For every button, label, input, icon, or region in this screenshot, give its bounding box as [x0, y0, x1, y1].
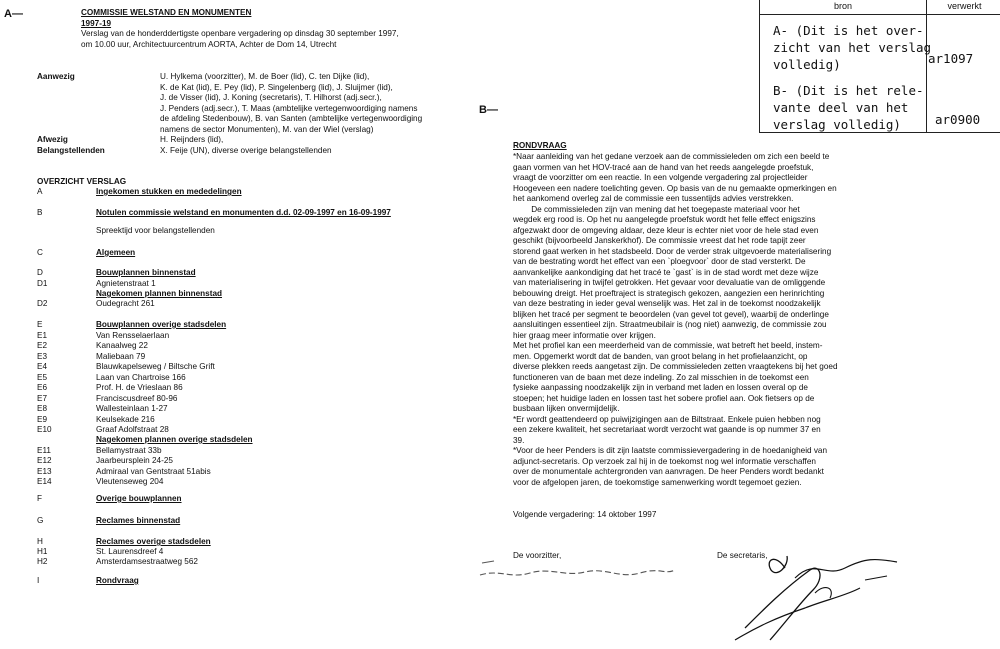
overview-title: OVERZICHT VERSLAG [37, 177, 127, 186]
agenda-text: Maliebaan 79 [96, 352, 146, 361]
agenda-code: E8 [37, 404, 48, 413]
rondvraag-line: functioneren van de baan met deze indeling. Zo zal misschien in de toekomst een [513, 372, 809, 382]
agenda-code: E12 [37, 456, 52, 465]
agenda-text: Amsterdamsestraatweg 562 [96, 557, 198, 566]
rondvraag-line: een zekere kwaliteit, het secretariaat wordt verzocht wat gaande is op nummer 37 en [513, 425, 821, 434]
agenda-text: Rondvraag [96, 576, 139, 585]
agenda-text: Wallesteinlaan 1-27 [96, 404, 168, 413]
absent-label: Afwezig [37, 135, 68, 144]
report-line-1: Verslag van de honderddertigste openbare vergadering op dinsdag 30 september 1997, [81, 29, 399, 38]
agenda-text: Nagekomen plannen overige stadsdelen [96, 435, 253, 444]
col-source-header: bron [833, 1, 852, 11]
agenda-text: Jaarbeursplein 24-25 [96, 456, 173, 465]
present-line: namens de sector Monumenten), M. van der Wiel (verslag) [160, 124, 374, 134]
agenda-text: Vleutenseweg 204 [96, 477, 164, 486]
row-b-text: B- (Dit is het rele- vante deel van het verslag volledig) [773, 83, 924, 132]
secretary-signature [675, 548, 905, 648]
absent-text: H. Reijnders (lid), [160, 135, 224, 144]
agenda-code: E2 [37, 341, 48, 350]
agenda-text: Ingekomen stukken en mededelingen [96, 187, 242, 196]
agenda-text: Nagekomen plannen binnenstad [96, 289, 223, 298]
agenda-code: H2 [37, 557, 48, 566]
secretary-signature-label: De secretaris, [717, 551, 768, 560]
present-line: U. Hylkema (voorzitter), M. de Boer (lid), C. ten Dijke (lid), [160, 72, 370, 81]
agenda-text: Admiraal van Gentstraat 51abis [96, 467, 211, 476]
rondvraag-line: het aankomend overleg zal de commissie een tussentijds advies verstrekken. [513, 194, 794, 203]
agenda-code: G [37, 516, 44, 525]
agenda-text: Bellamystraat 33b [96, 446, 162, 455]
section-marker-b: B— [479, 104, 498, 116]
rondvraag-line: *Voor de heer Penders is dit zijn laatste commissievergadering in de hoedanigheid van [513, 446, 828, 455]
rondvraag-line: stoepen; het huidige laden en lossen tast het sobere profiel aan. Ook fietsers op de [513, 393, 815, 403]
agenda-code: A [37, 187, 43, 196]
rondvraag-line: diverse plekken reeds aangetast zijn. De commissieleden zetten vraagtekens bij het goed [513, 362, 838, 371]
agenda-text: Reclames overige stadsdelen [96, 537, 211, 546]
rondvraag-line: 39. [513, 435, 525, 445]
org-title: COMMISSIE WELSTAND EN MONUMENTEN [81, 8, 252, 17]
row-a-code: ar1097 [928, 51, 974, 66]
agenda-code: E4 [37, 362, 48, 371]
present-line: J. Penders (adj.secr.), T. Maas (ambtelijke vertegenwoordiging namens [160, 103, 418, 113]
agenda-code: B [37, 208, 43, 217]
rondvraag-line: gaan vormen van het HOV-tracé aan de hand van het reeds aangelegde proefstuk, [513, 162, 814, 172]
agenda-code: D2 [37, 299, 48, 308]
rondvraag-line: hier graag meer informatie over krijgen. [513, 330, 656, 340]
rondvraag-line: blijken het tracé per segment te beoordelen (van gevel tot gevel), waarbij de onderlinge [513, 309, 829, 319]
rondvraag-line: *Er wordt geattendeerd op puiwijzigingen aan de Biltstraat. Enkele puien hebben nog [513, 414, 821, 424]
agenda-text: Laan van Chartroise 166 [96, 373, 186, 382]
rondvraag-line: wegdek erg rood is. Op het nu aangelegde proefstuk wordt het felle effect enigszins [513, 215, 816, 224]
section-marker-a: A— [4, 8, 23, 20]
rondvraag-title: RONDVRAAG [513, 141, 567, 150]
attendance-text [160, 72, 490, 156]
rondvraag-line: busbaan lijken onvermijdelijk. [513, 404, 620, 413]
stakeholders-text: X. Feije (UN), diverse overige belangstellenden [160, 145, 332, 155]
agenda-text: Algemeen [96, 248, 136, 257]
chair-signature-label: De voorzitter, [513, 551, 562, 560]
rondvraag-line: aanvankelijke aankondiging dat het tracé te `gast` is in de stad wordt met deze wijze [513, 267, 819, 277]
agenda-code: D1 [37, 279, 48, 288]
report-line-2: om 10.00 uur, Architectuurcentrum AORTA, Achter de Dom 14, Utrecht [81, 39, 337, 49]
agenda-text: Kanaalweg 22 [96, 341, 148, 350]
rondvraag-line: over de monumentale achtergronden van aanvragen. De heer Penders wordt bedankt [513, 467, 824, 476]
rondvraag-line: adjunct-secretaris. Op verzoek zal hij in de toekomst nog wel informatie verschaffen [513, 456, 816, 466]
present-list [160, 72, 490, 135]
rondvraag-line: aansluitingen essentieel zijn. Straatmeubilair is (nog niet) aanwezig, de commissie zou [513, 320, 827, 329]
agenda-text: Spreektijd voor belangstellenden [96, 226, 215, 235]
rondvraag-line: De commissieleden zijn van mening dat het toegepaste materiaal voor het [513, 204, 800, 214]
rondvraag-body [513, 152, 883, 488]
chair-signature [470, 555, 680, 590]
agenda-code: E10 [37, 425, 52, 434]
report-number: 1997-19 [81, 18, 112, 28]
stakeholders-label: Belangstellenden [37, 145, 105, 155]
rondvraag-line: men. Opgemerkt wordt dat de banden, van groot belang in het profielaanzicht, op [513, 351, 808, 361]
rondvraag-line: voor de afgelopen jaren, de toekomstige samenwerking wordt tegemoet gezien. [513, 477, 802, 487]
col-processed-header: verwerkt [947, 1, 982, 11]
present-line: K. de Kat (lid), E. Pey (lid), P. Singelenberg (lid), J. Sluijmer (lid), [160, 82, 393, 92]
agenda-code: E6 [37, 383, 48, 392]
present-line: J. de Visser (lid), J. Koning (secretaris), T. Hilhorst (adj.secr.), [160, 93, 382, 102]
agenda-text: Overige bouwplannen [96, 494, 182, 503]
row-b-code: ar0900 [935, 112, 981, 127]
agenda-text: Van Rensselaerlaan [96, 331, 170, 340]
agenda-text: Notulen commissie welstand en monumenten d.d. 02-09-1997 en 16-09-1997 [96, 208, 391, 217]
present-line: de afdeling Stedenbouw), B. van Santen (ambtelijke vertegenwoordiging [160, 114, 423, 123]
agenda-text: St. Laurensdreef 4 [96, 547, 164, 556]
agenda-text: Bouwplannen overige stadsdelen [96, 320, 227, 329]
agenda-text: Keulsekade 216 [96, 415, 155, 424]
agenda-code: H [37, 537, 43, 546]
agenda-code: I [37, 576, 40, 585]
row-a-text: A- (Dit is het over- zicht van het verslag volledig) [773, 23, 932, 72]
agenda-text: Agnietenstraat 1 [96, 279, 156, 288]
agenda-code: F [37, 494, 43, 503]
agenda-code: D [37, 268, 43, 277]
agenda-code: H1 [37, 547, 48, 556]
agenda-code: E11 [37, 446, 51, 455]
present-label: Aanwezig [37, 72, 75, 81]
agenda-code: E1 [37, 331, 48, 340]
rondvraag-line: Hoogeveen een nadere toelichting geven. Op basis van de nu gemaakte opmerkingen en [513, 183, 837, 193]
rondvraag-line: storend gaat werken in het stadsbeeld. Door de verder strak uitgevoerde materialisering [513, 246, 832, 256]
agenda-code: E [37, 320, 43, 329]
agenda-text: Oudegracht 261 [96, 299, 155, 308]
rondvraag-line: van materialisering in twijfel getrokken. Het gevaar voor devaluatie van de omliggende [513, 278, 826, 287]
rondvraag-line: vraagt de voorzitter om een reactie. In een volgende vergadering zal projectleider [513, 173, 808, 182]
agenda-code: E13 [37, 467, 52, 476]
agenda-code: E3 [37, 352, 48, 361]
agenda-text: Graaf Adolfstraat 28 [96, 425, 169, 434]
agenda-code: E14 [37, 477, 52, 486]
rondvraag-line: afgezwakt door de omgeving aldaar, deze kleur is echter niet voor de hele stad even [513, 225, 819, 235]
rondvraag-line: van deze bestrating in ieder geval wenselijk was. Het zal in de toekomst noodzakelijk [513, 299, 821, 308]
rondvraag-line: *Naar aanleiding van het gedane verzoek aan de commissieleden om zich een beeld te [513, 152, 830, 161]
document-header [81, 8, 399, 50]
source-table [759, 0, 1000, 133]
rondvraag-line: Met het profiel kan een meerderheid van de commissie, wat betreft het beeld, instem- [513, 341, 823, 350]
next-meeting: Volgende vergadering: 14 oktober 1997 [513, 510, 657, 519]
rondvraag-line: van de bestrating wordt het effect van een `ploegvoor` door de stad versterkt. De [513, 257, 806, 266]
rondvraag-line: geschikt (bijvoorbeeld Janskerkhof). De commissie vreest dat het rode tapijt zeer [513, 236, 806, 245]
agenda-text: Reclames binnenstad [96, 516, 181, 525]
agenda-text: Bouwplannen binnenstad [96, 268, 196, 277]
agenda-code: E9 [37, 415, 48, 424]
agenda-code: C [37, 248, 43, 257]
agenda-code: E5 [37, 373, 48, 382]
agenda-text: Blauwkapelseweg / Biltsche Grift [96, 362, 215, 371]
rondvraag-line: bebouwing dreigt. Het proeftraject is strategisch gekozen, aangezien een herinrichting [513, 288, 825, 298]
agenda-code: E7 [37, 394, 48, 403]
rondvraag-line: fysieke aanpassing noodzakelijk zijn in verband met laden en lossen overal op de [513, 383, 808, 392]
agenda-text: Franciscusdreef 80-96 [96, 394, 178, 403]
agenda-text: Prof. H. de Vrieslaan 86 [96, 383, 183, 392]
